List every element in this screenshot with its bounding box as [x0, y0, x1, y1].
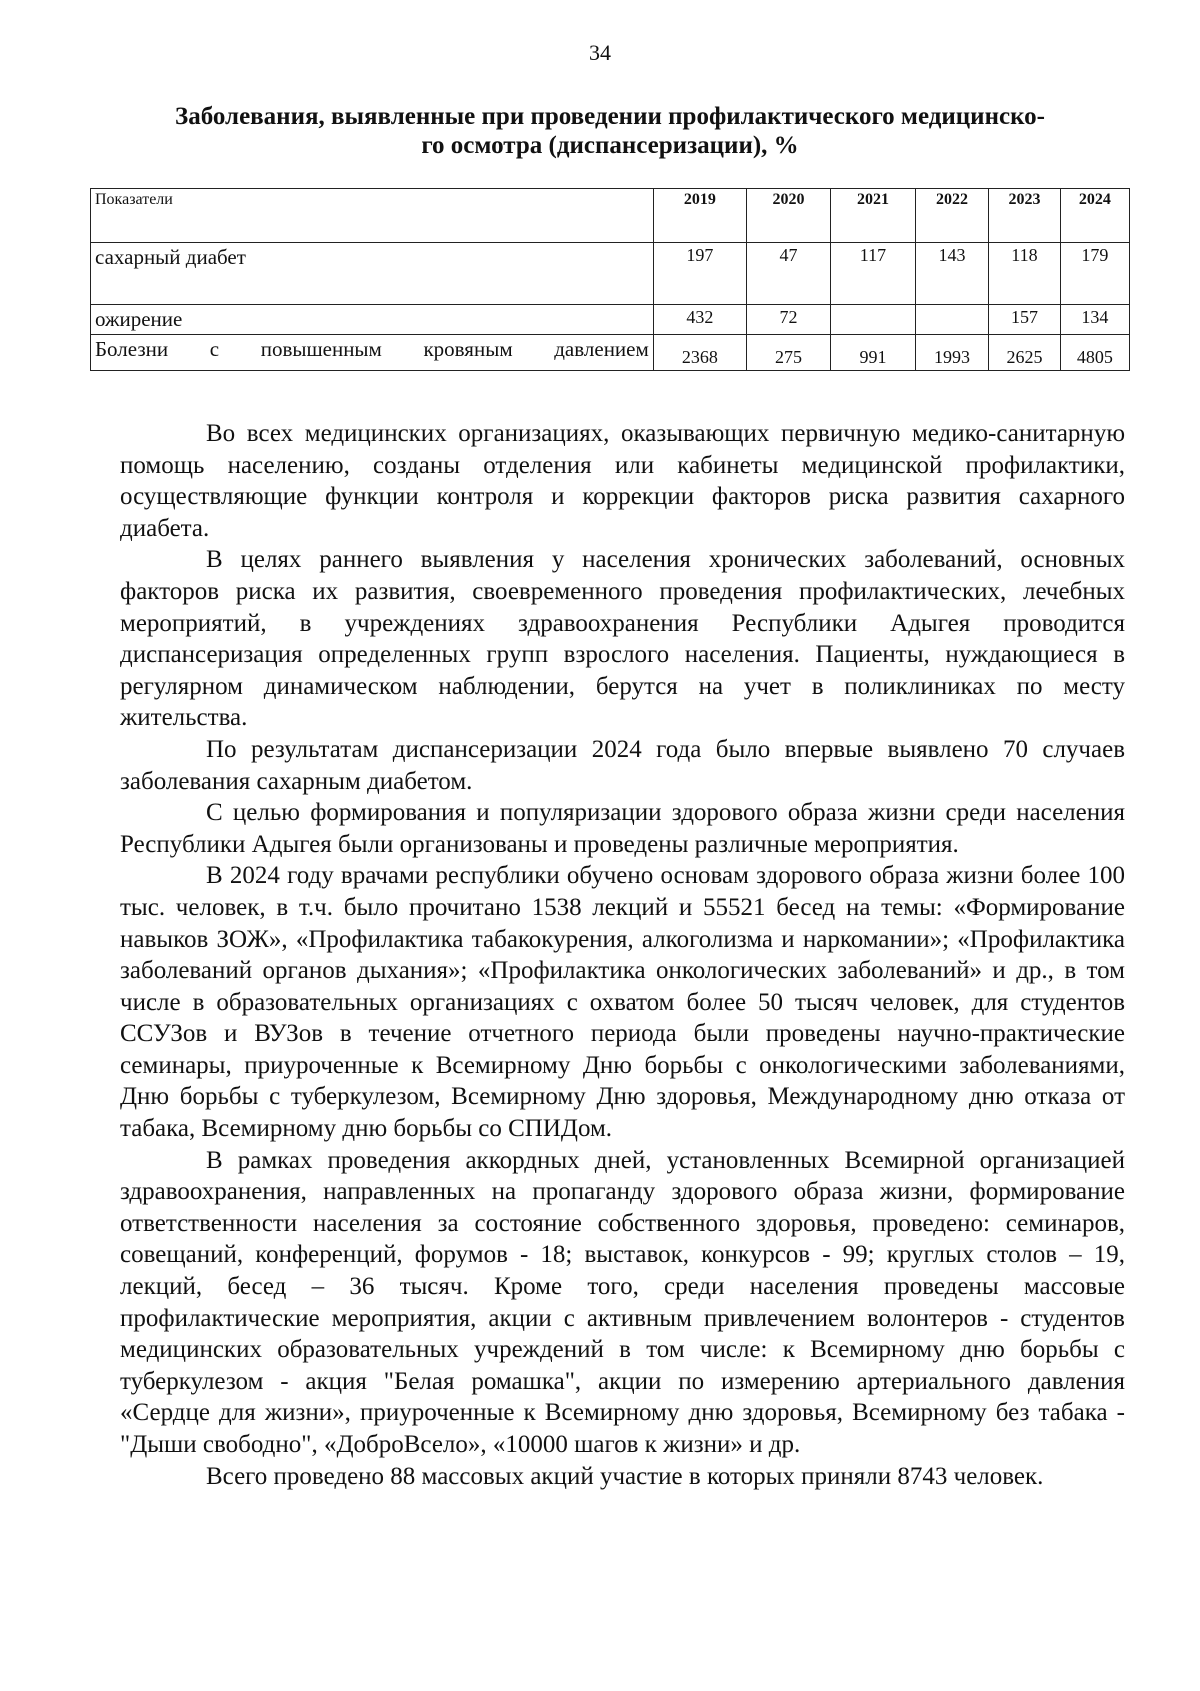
- row-label: ожирение: [91, 305, 654, 335]
- paragraph: В рамках проведения аккордных дней, установленных Всемирной организацией здравоохранения, направленных на пропаганду здорового образа жизни, формирование ответственности населения за состояние собственного здоровья, проведено: семинаров, совещаний, конференций, форумов - 18; выставок, конкурсов - 99; круглых столов – 19, лекций, бесед – 36 тысяч. Кроме того, среди населения проведены массовые профилактические мероприятия, акции с активным привлечением волонтеров - студентов медицинских образовательных учреждений в том числе: к Всемирному дню борьбы с туберкулезом - акция "Белая ромашка", акции по измерению артериального давления «Сердце для жизни», приуроченные к Всемирному дню здоровья, Всемирному без табака - "Дыши свободно", «ДоброВсело», «10000 шагов к жизни» и др.: [120, 1146, 1125, 1458]
- body-text: [120, 418, 1125, 1492]
- header-year: 2024: [1060, 189, 1129, 243]
- paragraph: С целью формирования и популяризации здорового образа жизни среди населения Республики Адыгея были организованы и проведены различные мероприятия.: [120, 799, 1125, 858]
- header-year: 2023: [989, 189, 1060, 243]
- table-cell: 275: [746, 335, 830, 371]
- table-cell: 157: [989, 305, 1060, 335]
- table-cell: 117: [831, 243, 915, 305]
- table-cell: 2625: [989, 335, 1060, 371]
- row-label: Болезни с повышенным кровяным давлением: [91, 335, 654, 371]
- table-cell: 179: [1060, 243, 1129, 305]
- table-title-line-1: Заболевания, выявленные при проведении профилактического медицинско-: [175, 103, 1045, 130]
- paragraph: По результатам диспансеризации 2024 года было впервые выявлено 70 случаев заболевания сахарным диабетом.: [120, 735, 1125, 795]
- table-cell: 991: [831, 335, 915, 371]
- table-cell: 47: [746, 243, 830, 305]
- table-cell: [831, 305, 915, 335]
- row-label: сахарный диабет: [91, 243, 654, 305]
- paragraph: Всего проведено 88 массовых акций участие в которых приняли 8743 человек.: [206, 1462, 1044, 1490]
- table-cell: 72: [746, 305, 830, 335]
- table-row: [91, 305, 1130, 335]
- table-cell: [915, 305, 989, 335]
- table-title: [120, 102, 1100, 160]
- table-title-line-2: го осмотра (диспансеризации), %: [421, 132, 799, 159]
- table-header-row: [91, 189, 1130, 243]
- disease-statistics-table: [90, 188, 1130, 371]
- paragraph: В 2024 году врачами республики обучено основам здорового образа жизни более 100 тыс. человек, в т.ч. было прочитано 1538 лекций и 55521 бесед на темы: «Формирование навыков ЗОЖ», «Профилактика табакокурения, алкоголизма и наркомании»; «Профилактика заболеваний органов дыхания»; «Профилактика онкологических заболеваний» и др., в том числе в образовательных организациях с охватом более 50 тысяч человек, для студентов ССУЗов и ВУЗов в течение отчетного периода были проведены научно-практические семинары, приуроченные к Всемирному Дню борьбы с онкологическими заболеваниями, Дню борьбы с туберкулезом, Всемирному Дню здоровья, Международному дню отказа от табака, Всемирному дню борьбы со СПИДом.: [120, 862, 1125, 1143]
- header-year: 2019: [653, 189, 746, 243]
- table-cell: 1993: [915, 335, 989, 371]
- header-indicators: Показатели: [91, 189, 654, 243]
- table-row: [91, 335, 1130, 371]
- page-number: 34: [589, 40, 611, 65]
- table-cell: 143: [915, 243, 989, 305]
- table-cell: 2368: [653, 335, 746, 371]
- table-cell: 4805: [1060, 335, 1129, 371]
- header-year: 2020: [746, 189, 830, 243]
- header-year: 2022: [915, 189, 989, 243]
- table-cell: 197: [653, 243, 746, 305]
- table-cell: 134: [1060, 305, 1129, 335]
- paragraph: Во всех медицинских организациях, оказывающих первичную медико-санитарную помощь населению, созданы отделения или кабинеты медицинской профилактики, осуществляющие функции контроля и коррекции факторов риска развития сахарного диабета.: [120, 420, 1125, 542]
- table-cell: 432: [653, 305, 746, 335]
- paragraph: В целях раннего выявления у населения хронических заболеваний, основных факторов риска их развития, своевременного проведения профилактических, лечебных мероприятий, в учреждениях здравоохранения Республики Адыгея проводится диспансеризация определенных групп взрослого населения. Пациенты, нуждающиеся в регулярном динамическом наблюдении, берутся на учет в поликлиниках по месту жительства.: [120, 546, 1125, 732]
- table-cell: 118: [989, 243, 1060, 305]
- table-row: [91, 243, 1130, 305]
- header-year: 2021: [831, 189, 915, 243]
